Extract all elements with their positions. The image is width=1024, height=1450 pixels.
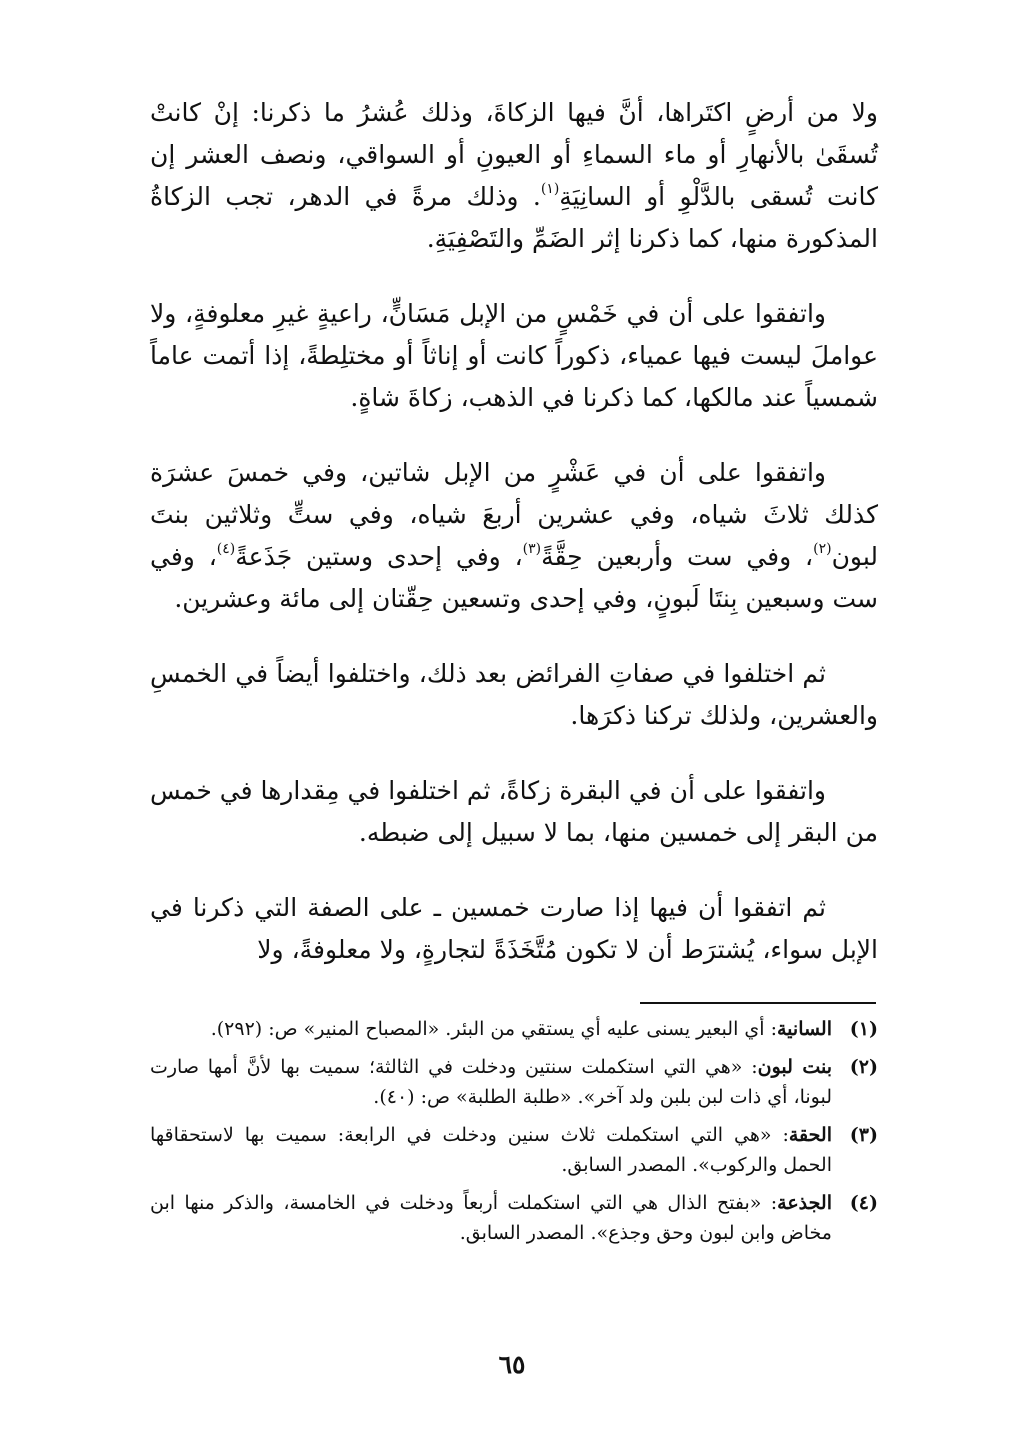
footnote-ref-3[interactable]: (٣) bbox=[522, 541, 542, 557]
footnote-1 bbox=[150, 1014, 878, 1044]
footnote-number: (١) bbox=[849, 1018, 878, 1040]
paragraph-3-tail: ، وفي ست وسبعين بِنتَا لَبونٍ، وفي إحدى وتسعين حِقّتان إلى مائة وعشرين. bbox=[150, 542, 878, 613]
footnote-term: بنت لبون bbox=[757, 1056, 832, 1078]
footnote-term: الحقة bbox=[788, 1124, 832, 1146]
footnote-body bbox=[150, 1120, 832, 1180]
footnote-text: : «بفتح الذال هي التي استكملت أربعاً ودخلت في الخامسة، والذكر منها ابن مخاض وابن لبون وحق وجذع». المصدر السابق. bbox=[150, 1192, 832, 1244]
footnote-ref-1[interactable]: (١) bbox=[540, 181, 560, 197]
footnote-term: السانية bbox=[776, 1018, 832, 1040]
footnote-number: (٣) bbox=[849, 1124, 878, 1146]
paragraph-4 bbox=[150, 653, 878, 737]
footnote-body bbox=[150, 1052, 832, 1112]
paragraph-3-mid: ، وفي ست وأربعين حِقَّةً bbox=[541, 542, 814, 571]
footnote-number: (٢) bbox=[849, 1056, 878, 1078]
footnote-text: : «هي التي استكملت سنتين ودخلت في الثالثة؛ سميت بها لأنَّ أمها صارت لبونا، أي ذات لبن بلبن ولد آخر». «طلبة الطلبة» ص: (٤٠). bbox=[150, 1056, 832, 1108]
paragraph-2-text: واتفقوا على أن في خَمْسٍ من الإبل مَسَانٍّ، راعيةٍ غيرِ معلوفةٍ، ولا عواملَ ليست فيها عمياء، ذكوراً كانت أو إناثاً أو مختلِطةً، إذا أتمت عاماً شمسياً عند مالكها، كما ذكرنا في الذهب، زكاةَ شاةٍ. bbox=[150, 299, 878, 412]
paragraph-3 bbox=[150, 452, 878, 620]
footnote-term: الجذعة bbox=[777, 1192, 832, 1214]
footnote-text: : أي البعير يسنى عليه أي يستقي من البئر. «المصباح المنير» ص: (٢٩٢). bbox=[210, 1018, 777, 1040]
footnote-ref-4[interactable]: (٤) bbox=[216, 541, 236, 557]
footnote-text: : «هي التي استكملت ثلاث سنين ودخلت في الرابعة: سميت بها لاستحقاقها الحمل والركوب». المصدر السابق. bbox=[150, 1124, 832, 1176]
paragraph-6 bbox=[150, 887, 878, 971]
footnote-4 bbox=[150, 1188, 878, 1248]
footnote-body bbox=[150, 1014, 832, 1044]
footnote-ref-2[interactable]: (٢) bbox=[813, 541, 832, 557]
paragraph-5 bbox=[150, 770, 878, 854]
footnote-body bbox=[150, 1188, 832, 1248]
paragraph-4-text: ثم اختلفوا في صفاتِ الفرائض بعد ذلك، واختلفوا أيضاً في الخمسِ والعشرين، ولذلك تركنا ذكرَها. bbox=[150, 659, 878, 730]
paragraph-1 bbox=[150, 92, 878, 260]
paragraph-5-text: واتفقوا على أن في البقرة زكاةً، ثم اختلفوا في مِقدارها في خمس من البقر إلى خمسين منها، بما لا سبيل إلى ضبطه. bbox=[150, 776, 878, 847]
paragraph-3-text: واتفقوا على أن في عَشْرٍ من الإبل شاتين، وفي خمسَ عشرَة كذلك ثلاثَ شياه، وفي عشرين أربعَ شياه، وفي ستٍّ وثلاثين بنتَ لبون bbox=[150, 458, 878, 571]
footnote-number: (٤) bbox=[849, 1192, 878, 1214]
footnotes-section bbox=[150, 1014, 878, 1256]
main-text bbox=[150, 92, 878, 971]
paragraph-1-text: ولا من أرضٍ اكتَراها، أنَّ فيها الزكاةَ، وذلك عُشرُ ما ذكرنا: إنْ كانتْ تُسقَىٰ بالأنهارِ أو ماء السماءِ أو العيونِ أو السواقي، ونصف العشر إن كانت تُسقى بالدَّلْوِ أو السانِيَةِ bbox=[150, 98, 878, 211]
paragraph-1-tail: . وذلك مرةً في الدهر، تجب الزكاةُ المذكورة منها، كما ذكرنا إثر الضَمِّ والتَصْفِيَةِ. bbox=[150, 182, 878, 253]
footnote-2 bbox=[150, 1052, 878, 1112]
page-number: ٦٥ bbox=[498, 1350, 526, 1379]
paragraph-3-mid2: ، وفي إحدى وستين جَذَعةً bbox=[235, 542, 523, 571]
footnote-3 bbox=[150, 1120, 878, 1180]
footnote-divider bbox=[640, 1002, 876, 1004]
paragraph-2 bbox=[150, 293, 878, 419]
paragraph-6-text: ثم اتفقوا أن فيها إذا صارت خمسين ـ على الصفة التي ذكرنا في الإبل سواء، يُشترَط أن لا تكون مُتَّخَذَةً لتجارةٍ، ولا معلوفةً، ولا bbox=[150, 893, 878, 964]
